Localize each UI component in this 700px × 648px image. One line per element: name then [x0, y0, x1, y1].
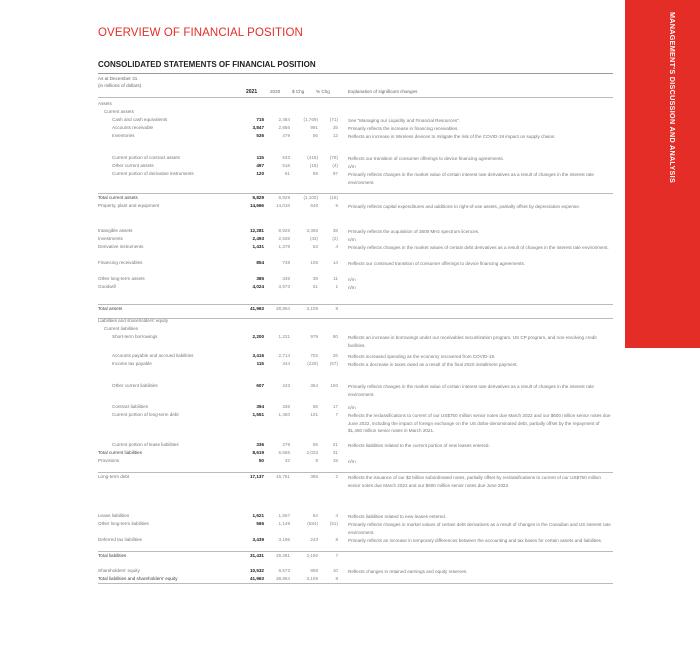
page-title: OVERVIEW OF FINANCIAL POSITION	[98, 27, 303, 39]
value-2021: 565	[256, 521, 264, 526]
value-2021: 50	[258, 458, 264, 463]
value-dollar-change: (19)	[309, 163, 318, 168]
section-side-tab	[625, 0, 700, 348]
value-dollar-change: 64	[312, 513, 318, 518]
value-percent-change: 1	[335, 284, 338, 289]
value-2020: 29,281	[275, 553, 290, 558]
value-2020: 42	[284, 458, 290, 463]
value-dollar-change: 3,109	[306, 306, 318, 311]
value-dollar-change: 702	[310, 353, 318, 358]
header-col-2021: 2021	[246, 89, 258, 95]
value-percent-change: 31	[332, 450, 338, 455]
row-explanation: Primarily reflects capital expenditures and additions to right-of-use assets, partially offset by depreciation expense.	[348, 204, 581, 209]
value-dollar-change: 39	[312, 276, 318, 281]
row-label: Financing receivables	[98, 260, 143, 265]
value-dollar-change: 3,355	[306, 228, 318, 233]
value-2021: 385	[256, 276, 264, 281]
value-percent-change: 17	[332, 404, 338, 409]
row-explanation: Primarily reflects changes in the market values of certain debt derivatives as a result of changes in the interest rate environment.	[348, 245, 609, 250]
row-explanation: Reflects changes in retained earnings and equity reserves.	[348, 569, 468, 574]
value-2021: 336	[256, 442, 264, 447]
value-dollar-change: 959	[310, 568, 318, 573]
value-percent-change: 4	[335, 513, 338, 518]
row-label: Current portion of lease liabilities	[112, 442, 179, 447]
value-percent-change: (4)	[332, 163, 338, 168]
value-2021: 4,024	[252, 284, 264, 289]
row-explanation: Primarily reflects changes in market values of certain debt derivatives as a result of changes in the Canadian and US interest rate environment.	[348, 522, 611, 535]
value-dollar-change: 58	[312, 404, 318, 409]
row-explanation: Reflects our transition of consumer offerings to device financing agreements.	[348, 156, 504, 161]
row-label: Current assets	[104, 109, 134, 114]
value-2021: 854	[256, 260, 264, 265]
value-2021: 1,621	[252, 513, 264, 518]
row-label: Lease liabilities	[98, 513, 130, 518]
value-2020: 3,973	[278, 284, 290, 289]
value-2021: 115	[256, 361, 264, 366]
row-label: Inventories	[112, 133, 135, 138]
value-2020: 9,573	[278, 568, 290, 573]
value-2020: 1,557	[278, 513, 290, 518]
value-dollar-change: (43)	[309, 236, 318, 241]
value-percent-change: (67)	[329, 361, 338, 366]
value-dollar-change: (418)	[307, 155, 318, 160]
row-explanation: n/m	[348, 164, 356, 169]
value-2021: 41,963	[249, 306, 264, 311]
row-label: Current liabilities	[104, 326, 138, 331]
value-dollar-change: 101	[310, 412, 318, 417]
value-dollar-change: 2,150	[306, 553, 318, 558]
side-tab-label: MANAGEMENT'S DISCUSSION AND ANALYSIS	[668, 12, 677, 184]
value-percent-change: (2)	[332, 236, 338, 241]
value-dollar-change: 648	[310, 203, 318, 208]
value-percent-change: 14	[332, 260, 338, 265]
row-label: Cash and cash equivalents	[112, 117, 168, 122]
row-label: Investments	[98, 236, 123, 241]
value-2021: 8,619	[252, 450, 264, 455]
row-explanation: n/m	[348, 237, 356, 242]
value-2020: 14,018	[275, 203, 290, 208]
value-dollar-change: 8	[315, 458, 318, 463]
row-label: Provisions	[98, 458, 120, 463]
value-dollar-change: (1,769)	[303, 117, 318, 122]
value-2020: 533	[282, 155, 290, 160]
row-label: Current portion of long-term debt	[112, 412, 179, 417]
value-percent-change: 26	[332, 353, 338, 358]
value-2020: 2,484	[278, 117, 290, 122]
value-2020: 278	[282, 442, 290, 447]
row-label: Total liabilities and shareholders' equity	[98, 576, 178, 581]
value-2020: 346	[282, 276, 290, 281]
value-2021: 3,439	[252, 537, 264, 542]
value-percent-change: 19	[332, 458, 338, 463]
section-divider	[98, 304, 613, 305]
value-2020: 243	[282, 383, 290, 388]
value-2021: 2,200	[252, 334, 264, 339]
value-2020: 38,854	[275, 306, 290, 311]
value-2020: 516	[282, 163, 290, 168]
value-dollar-change: (584)	[307, 521, 318, 526]
value-percent-change: 12	[332, 133, 338, 138]
value-2020: 6,586	[278, 450, 290, 455]
value-dollar-change: 243	[310, 537, 318, 542]
section-divider	[98, 318, 613, 319]
value-2020: 8,926	[278, 228, 290, 233]
value-percent-change: 8	[335, 537, 338, 542]
row-label: Accounts payable and accrued liabilities	[112, 353, 194, 358]
row-explanation: Reflects increased spending as the economy recovered from COVID-19.	[348, 354, 496, 359]
value-dollar-change: 3,109	[306, 576, 318, 581]
value-percent-change: (51)	[329, 521, 338, 526]
value-2020: 344	[282, 361, 290, 366]
row-label: Accounts receivable	[112, 125, 154, 130]
row-explanation: Reflects liabilities related to new leases entered.	[348, 514, 447, 519]
value-2021: 14,666	[249, 203, 264, 208]
value-2020: 16,751	[275, 474, 290, 479]
row-label: Income tax payable	[112, 361, 152, 366]
row-explanation: Primarily reflects changes in the market value of certain interest rate derivatives as a result of changes in the interest rate environment.	[348, 172, 594, 185]
value-2020: 1,450	[278, 412, 290, 417]
row-explanation: Reflects an increase in Wireless devices to mitigate the risk of the COVID-19 impact on supply chains.	[348, 134, 556, 139]
value-dollar-change: 364	[310, 383, 318, 388]
row-explanation: Reflects a decrease in taxes owed as a result of the final 2020 installment payment.	[348, 362, 518, 367]
value-percent-change: 5	[335, 203, 338, 208]
value-2021: 535	[256, 133, 264, 138]
row-explanation: Reflects our continued transition of consumer offerings to device financing agreements.	[348, 261, 526, 266]
value-dollar-change: 386	[310, 474, 318, 479]
value-2021: 5,829	[252, 195, 264, 200]
value-2021: 115	[256, 155, 264, 160]
value-2020: 336	[282, 404, 290, 409]
value-2020: 2,536	[278, 236, 290, 241]
value-2020: 1,221	[278, 334, 290, 339]
row-explanation: Reflects the issuance of our $2 billion subordinated notes, partially offset by reclassifications to current of our US$750 million senior notes due March 2022 and our $600 million senior notes due June 2022.	[348, 475, 601, 488]
row-explanation: Primarily reflects changes in the market value of certain interest rate derivatives as a result of changes in the interest rate environment.	[348, 384, 594, 397]
value-dollar-change: (229)	[307, 361, 318, 366]
value-2020: 3,196	[278, 537, 290, 542]
value-dollar-change: 979	[310, 334, 318, 339]
value-percent-change: 7	[335, 553, 338, 558]
value-percent-change: 10	[332, 568, 338, 573]
row-label: Derivative instruments	[98, 244, 144, 249]
row-label: Contract liabilities	[112, 404, 148, 409]
header-col-2020: 2020	[270, 89, 281, 94]
value-dollar-change: 2,033	[306, 450, 318, 455]
row-label: Liabilities and shareholders' equity	[98, 318, 169, 323]
value-percent-change: 150	[330, 383, 338, 388]
value-2021: 12,281	[249, 228, 264, 233]
value-2021: 394	[256, 404, 264, 409]
row-label: Intangible assets	[98, 228, 133, 233]
row-explanation: Reflects an increase in borrowings under our receivables securitization program, US CP program, and non-revolving credit facilities.	[348, 335, 597, 348]
row-explanation: Reflects the reclassifications to current of our US$750 million senior notes due March 2022 and our $600 million senior notes due June 2022, including the impact of foreign exchange on the US dollar-denominated debt, partially offset by the repayment of $1,450 million senior notes in March 2021.	[348, 413, 611, 434]
row-label: Total assets	[98, 306, 123, 311]
row-label: Other long-term assets	[98, 276, 145, 281]
value-2021: 120	[256, 171, 264, 176]
row-label: Other long-term liabilities	[98, 521, 149, 526]
header-units: (in millions of dollars)	[98, 83, 142, 88]
value-dollar-change: 59	[312, 171, 318, 176]
value-2020: 1,378	[278, 244, 290, 249]
value-2021: 3,847	[252, 125, 264, 130]
value-2021: 1,551	[252, 412, 264, 417]
value-2020: 748	[282, 260, 290, 265]
value-dollar-change: (1,100)	[303, 195, 318, 200]
value-percent-change: (71)	[329, 117, 338, 122]
row-explanation: n/m	[348, 285, 356, 290]
row-explanation: Primarily reflects an increase in temporary differences between the accounting and tax bases for certain assets and liabilities.	[348, 538, 603, 543]
value-percent-change: 97	[332, 171, 338, 176]
value-2020: 2,714	[278, 353, 290, 358]
row-explanation: Primarily reflects the acquisition of 3500 MHz spectrum licences.	[348, 229, 480, 234]
row-explanation: n/m	[348, 277, 356, 282]
value-2021: 497	[256, 163, 264, 168]
value-2021: 10,532	[249, 568, 264, 573]
value-percent-change: 7	[335, 412, 338, 417]
value-2020: 2,856	[278, 125, 290, 130]
row-label: Other current assets	[112, 163, 154, 168]
row-explanation: See "Managing our Liquidity and Financial Resources".	[348, 118, 461, 123]
value-2020: 6,929	[278, 195, 290, 200]
value-2021: 31,431	[249, 553, 264, 558]
value-percent-change: 2	[335, 474, 338, 479]
value-dollar-change: 51	[312, 284, 318, 289]
row-explanation: Primarily reflects the increase in financing receivables.	[348, 126, 459, 131]
value-percent-change: (16)	[329, 195, 338, 200]
value-dollar-change: 58	[312, 442, 318, 447]
row-label: Other current liabilities	[112, 383, 158, 388]
value-percent-change: 21	[332, 442, 338, 447]
header-rule-bottom	[98, 97, 613, 98]
value-dollar-change: 53	[312, 244, 318, 249]
value-percent-change: 38	[332, 228, 338, 233]
value-percent-change: 8	[335, 576, 338, 581]
value-2021: 2,493	[252, 236, 264, 241]
row-label: Property, plant and equipment	[98, 203, 160, 208]
value-percent-change: 8	[335, 306, 338, 311]
header-col-dollar-change: $ Chg	[292, 89, 305, 94]
value-2020: 61	[284, 171, 290, 176]
table-title: CONSOLIDATED STATEMENTS OF FINANCIAL POSITION	[98, 60, 316, 69]
row-explanation: n/m	[348, 405, 356, 410]
row-label: Total current liabilities	[98, 450, 142, 455]
value-percent-change: 35	[332, 125, 338, 130]
section-divider	[98, 551, 613, 552]
value-2020: 1,149	[278, 521, 290, 526]
header-as-at: As at December 31	[98, 76, 138, 81]
value-2021: 607	[256, 383, 264, 388]
row-explanation: n/m	[348, 459, 356, 464]
row-label: Current portion of derivative instruments	[112, 171, 194, 176]
header-col-explanation: Explanation of significant changes	[348, 89, 418, 94]
row-label: Current portion of contract assets	[112, 155, 180, 160]
row-label: Short-term borrowings	[112, 334, 158, 339]
value-dollar-change: 991	[310, 125, 318, 130]
section-divider	[98, 193, 613, 194]
section-divider	[98, 583, 613, 584]
row-label: Total liabilities	[98, 553, 127, 558]
value-2020: 38,854	[275, 576, 290, 581]
row-label: Goodwill	[98, 284, 116, 289]
header-rule-top	[98, 73, 613, 74]
value-dollar-change: 56	[312, 133, 318, 138]
row-label: Deferred tax liabilities	[98, 537, 142, 542]
header-col-percent-change: % Chg	[316, 89, 330, 94]
row-explanation: Reflects liabilities related to the current portion of new leases entered.	[348, 443, 490, 448]
value-2020: 479	[282, 133, 290, 138]
value-2021: 715	[256, 117, 264, 122]
value-2021: 41,963	[249, 576, 264, 581]
value-dollar-change: 106	[310, 260, 318, 265]
row-label: Shareholders' equity	[98, 568, 140, 573]
row-label: Assets	[98, 101, 112, 106]
section-divider	[98, 472, 613, 473]
value-percent-change: (78)	[329, 155, 338, 160]
value-percent-change: 11	[333, 276, 338, 281]
row-label: Long-term debt	[98, 474, 130, 479]
value-2021: 1,431	[252, 244, 264, 249]
row-label: Total current assets	[98, 195, 138, 200]
value-2021: 17,137	[249, 474, 264, 479]
value-percent-change: 80	[332, 334, 338, 339]
value-2021: 3,416	[252, 353, 264, 358]
value-percent-change: 4	[335, 244, 338, 249]
